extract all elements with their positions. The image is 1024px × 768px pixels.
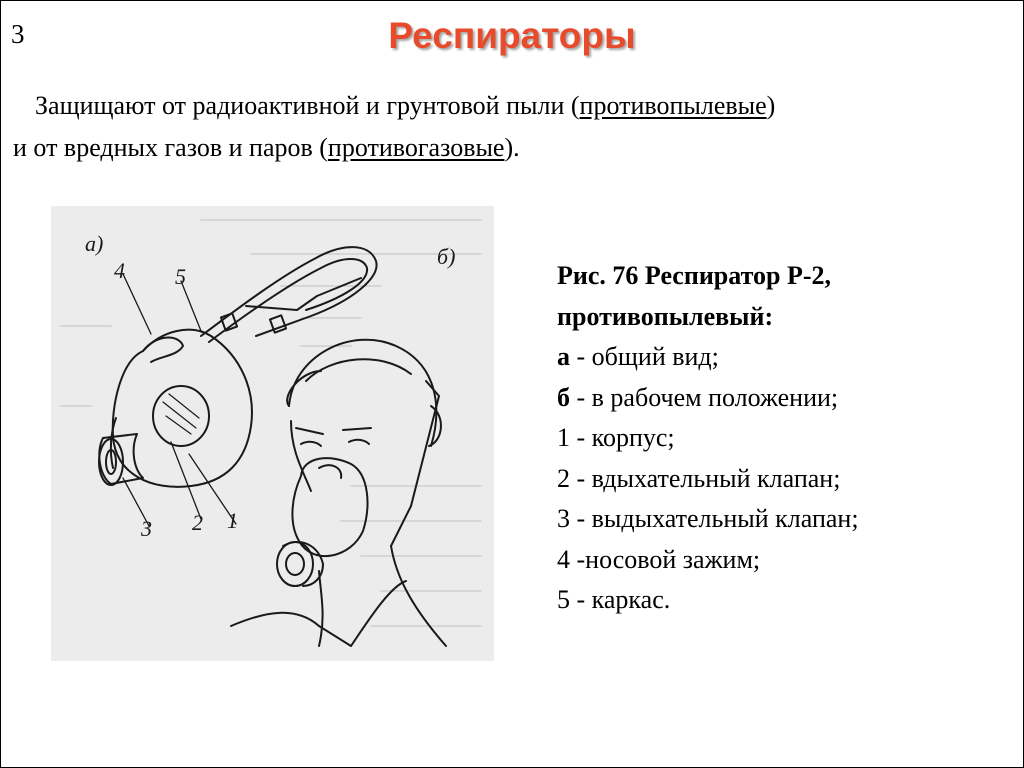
respirator-mask-front-view [99,330,252,487]
term-gas: противогазовые [327,133,505,162]
caption-item-a: а - общий вид; [557,342,719,371]
slide-number: 3 [11,19,25,49]
callout-2: 2 [192,510,203,535]
callout-lines [123,274,236,526]
caption-item-5: 5 - каркас. [557,585,671,614]
intro-text-1: Защищают от радиоактивной и грунтовой пыли ( [35,91,580,120]
intro-paragraph [13,85,1013,169]
callout-3: 3 [141,516,152,541]
headband-strap [201,247,377,342]
callout-5: 5 [175,264,186,289]
caption-item-4: 4 -носовой зажим; [557,544,761,574]
respirator-illustration [51,206,494,661]
term-dust: противопылевые [579,91,767,120]
slide-title: Респираторы [388,15,636,56]
caption-heading-1: Рис. 76 Респиратор Р-2, [557,261,832,290]
person-wearing-respirator [231,340,446,646]
caption-item-b: б - в рабочем положении; [557,382,839,412]
intro-text-4: ). [504,133,520,162]
caption-item-3: 3 - выдыхательный клапан; [557,504,859,533]
callout-1: 1 [227,508,238,533]
callout-4: 4 [114,258,125,283]
caption-item-2: 2 - вдыхательный клапан; [557,463,841,493]
caption-item-1: 1 - корпус; [557,423,675,452]
label-b: б) [437,244,456,269]
intro-text-3: и от вредных газов и паров ( [13,133,328,162]
intro-text-2: ) [766,91,776,120]
figure-caption [557,256,1007,621]
caption-heading-2: противопылевый: [557,301,774,331]
label-a: а) [85,231,104,256]
